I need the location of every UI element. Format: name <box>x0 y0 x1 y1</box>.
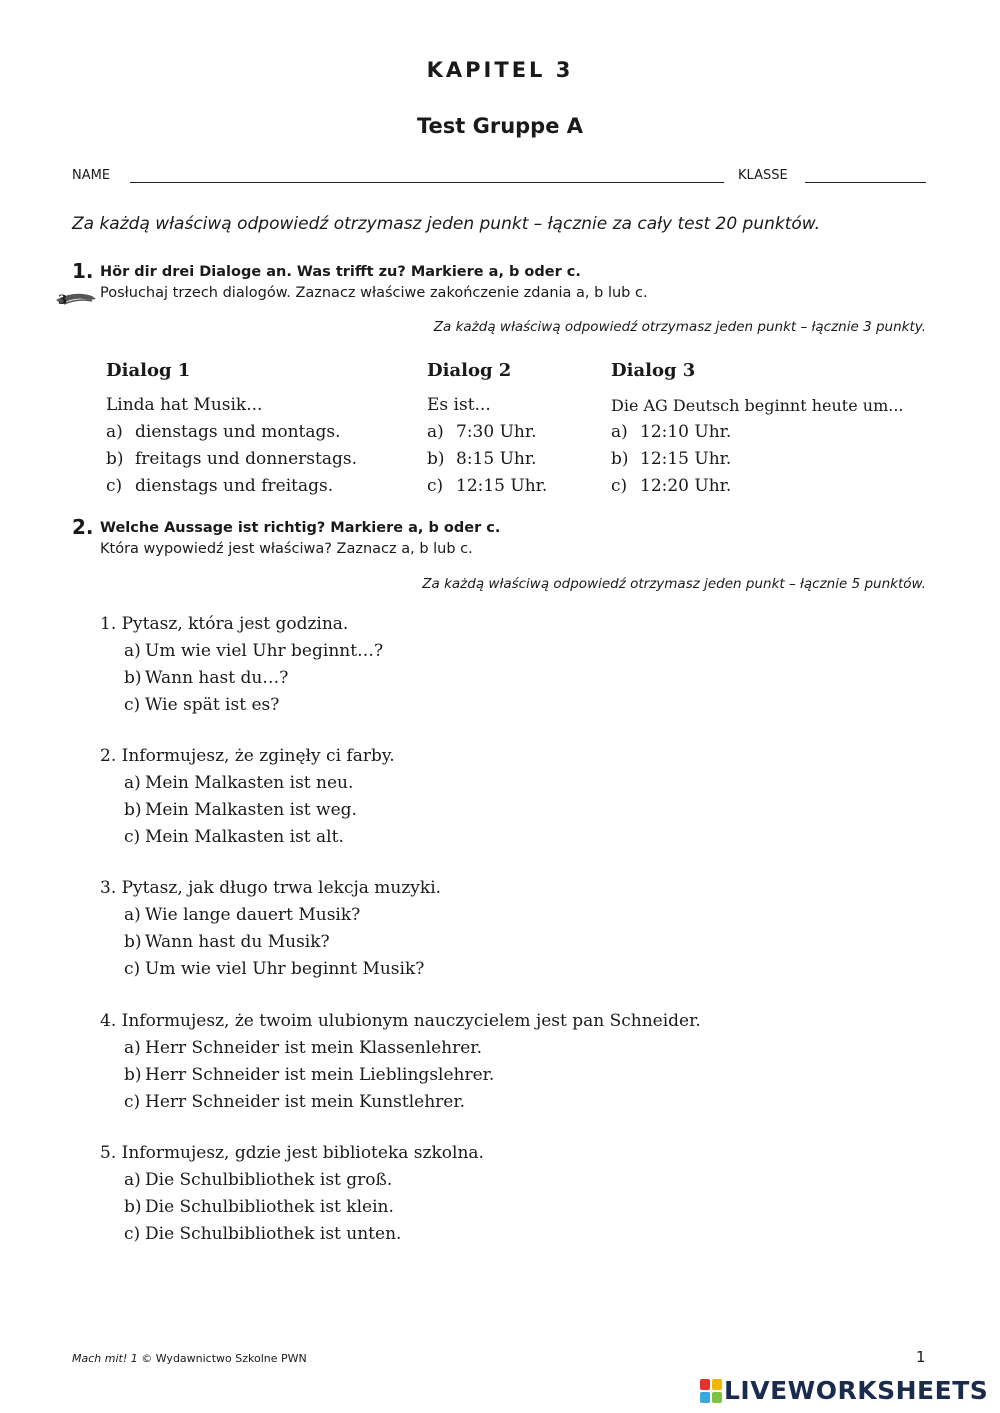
question-option[interactable]: a) Herr Schneider ist mein Klassenlehrer. <box>124 1038 482 1058</box>
task-2-points: Za każdą właściwą odpowiedź otrzymasz jeden punkt – łącznie 5 punktów. <box>422 576 926 592</box>
question-option[interactable]: a) Mein Malkasten ist neu. <box>124 773 354 793</box>
question-1 <box>100 611 383 719</box>
audio-track-icon[interactable] <box>54 288 98 312</box>
dialog-option[interactable]: c) 12:20 Uhr. <box>611 476 732 496</box>
question-option[interactable]: b) Die Schulbibliothek ist klein. <box>124 1197 394 1217</box>
footer-credit <box>72 1352 307 1365</box>
class-field[interactable] <box>805 182 926 183</box>
test-title: Test Gruppe A <box>416 114 584 138</box>
question-option[interactable]: a) Wie lange dauert Musik? <box>124 905 361 925</box>
chapter-title: KAPITEL 3 <box>426 58 574 82</box>
dialog-option[interactable]: a) 12:10 Uhr. <box>611 422 732 442</box>
question-option[interactable]: c) Um wie viel Uhr beginnt Musik? <box>124 959 425 979</box>
question-option[interactable]: b) Herr Schneider ist mein Lieblingslehrer. <box>124 1065 495 1085</box>
question-option[interactable]: c) Die Schulbibliothek ist unten. <box>124 1224 402 1244</box>
question-option[interactable]: a) Die Schulbibliothek ist groß. <box>124 1170 393 1190</box>
dialog-option[interactable]: b) freitags und donnerstags. <box>106 449 357 469</box>
question-stem: 4. Informujesz, że twoim ulubionym nauczycielem jest pan Schneider. <box>100 1011 701 1031</box>
logo-square <box>712 1392 722 1403</box>
dialog-option[interactable]: a) dienstags und montags. <box>106 422 341 442</box>
dialog-heading: Dialog 2 <box>427 360 512 381</box>
dialog-option[interactable]: b) 12:15 Uhr. <box>611 449 732 469</box>
name-label: NAME <box>72 168 111 183</box>
question-stem: 2. Informujesz, że zginęły ci farby. <box>100 746 395 766</box>
task-2-number: 2. <box>72 515 94 539</box>
dialog-stem: Linda hat Musik... <box>106 395 263 415</box>
logo-square <box>700 1392 710 1403</box>
question-3 <box>100 875 441 983</box>
task-1-number: 1. <box>72 259 94 283</box>
task-1-subtitle: Posłuchaj trzech dialogów. Zaznacz właściwe zakończenie zdania a, b lub c. <box>100 285 648 301</box>
track-number: 3 <box>58 293 68 308</box>
logo-square <box>712 1379 722 1390</box>
question-stem: 1. Pytasz, która jest godzina. <box>100 614 349 634</box>
dialog-3 <box>611 358 941 500</box>
class-label: KLASSE <box>738 168 788 183</box>
task-1-title: Hör dir drei Dialoge an. Was trifft zu? Markiere a, b oder c. <box>100 264 581 280</box>
dialog-2 <box>427 358 597 500</box>
question-option[interactable]: c) Herr Schneider ist mein Kunstlehrer. <box>124 1092 466 1112</box>
question-option[interactable]: c) Mein Malkasten ist alt. <box>124 827 344 847</box>
scoring-intro: Za każdą właściwą odpowiedź otrzymasz jeden punkt – łącznie za cały test 20 punktów. <box>72 214 821 234</box>
question-4 <box>100 1008 701 1116</box>
dialog-option[interactable]: a) 7:30 Uhr. <box>427 422 537 442</box>
question-option[interactable]: a) Um wie viel Uhr beginnt…? <box>124 641 384 661</box>
task-2-subtitle: Która wypowiedź jest właściwa? Zaznacz a, b lub c. <box>100 541 473 557</box>
page-number: 1 <box>916 1348 926 1366</box>
dialog-1 <box>106 358 406 500</box>
question-2 <box>100 743 395 851</box>
question-5 <box>100 1140 484 1248</box>
question-option[interactable]: b) Wann hast du Musik? <box>124 932 330 952</box>
brand-name: LIVEWORKSHEETS <box>724 1376 989 1405</box>
dialog-heading: Dialog 3 <box>611 360 696 381</box>
publisher: © Wydawnictwo Szkolne PWN <box>141 1352 307 1365</box>
dialog-stem: Die AG Deutsch beginnt heute um... <box>611 396 904 415</box>
question-option[interactable]: b) Mein Malkasten ist weg. <box>124 800 357 820</box>
question-option[interactable]: b) Wann hast du…? <box>124 668 289 688</box>
logo-mark-icon <box>700 1379 722 1403</box>
question-stem: 3. Pytasz, jak długo trwa lekcja muzyki. <box>100 878 442 898</box>
question-option[interactable]: c) Wie spät ist es? <box>124 695 280 715</box>
logo-square <box>700 1379 710 1390</box>
task-2-title: Welche Aussage ist richtig? Markiere a, b oder c. <box>100 520 501 536</box>
task-1-points: Za każdą właściwą odpowiedź otrzymasz jeden punkt – łącznie 3 punkty. <box>433 319 926 335</box>
book-title: Mach mit! 1 <box>72 1352 138 1365</box>
dialog-option[interactable]: b) 8:15 Uhr. <box>427 449 537 469</box>
name-field[interactable] <box>130 182 724 183</box>
dialog-stem: Es ist... <box>427 395 491 415</box>
dialog-option[interactable]: c) 12:15 Uhr. <box>427 476 548 496</box>
dialog-option[interactable]: c) dienstags und freitags. <box>106 476 334 496</box>
question-stem: 5. Informujesz, gdzie jest biblioteka szkolna. <box>100 1143 484 1163</box>
liveworksheets-logo[interactable] <box>700 1376 988 1405</box>
dialog-heading: Dialog 1 <box>106 360 191 381</box>
